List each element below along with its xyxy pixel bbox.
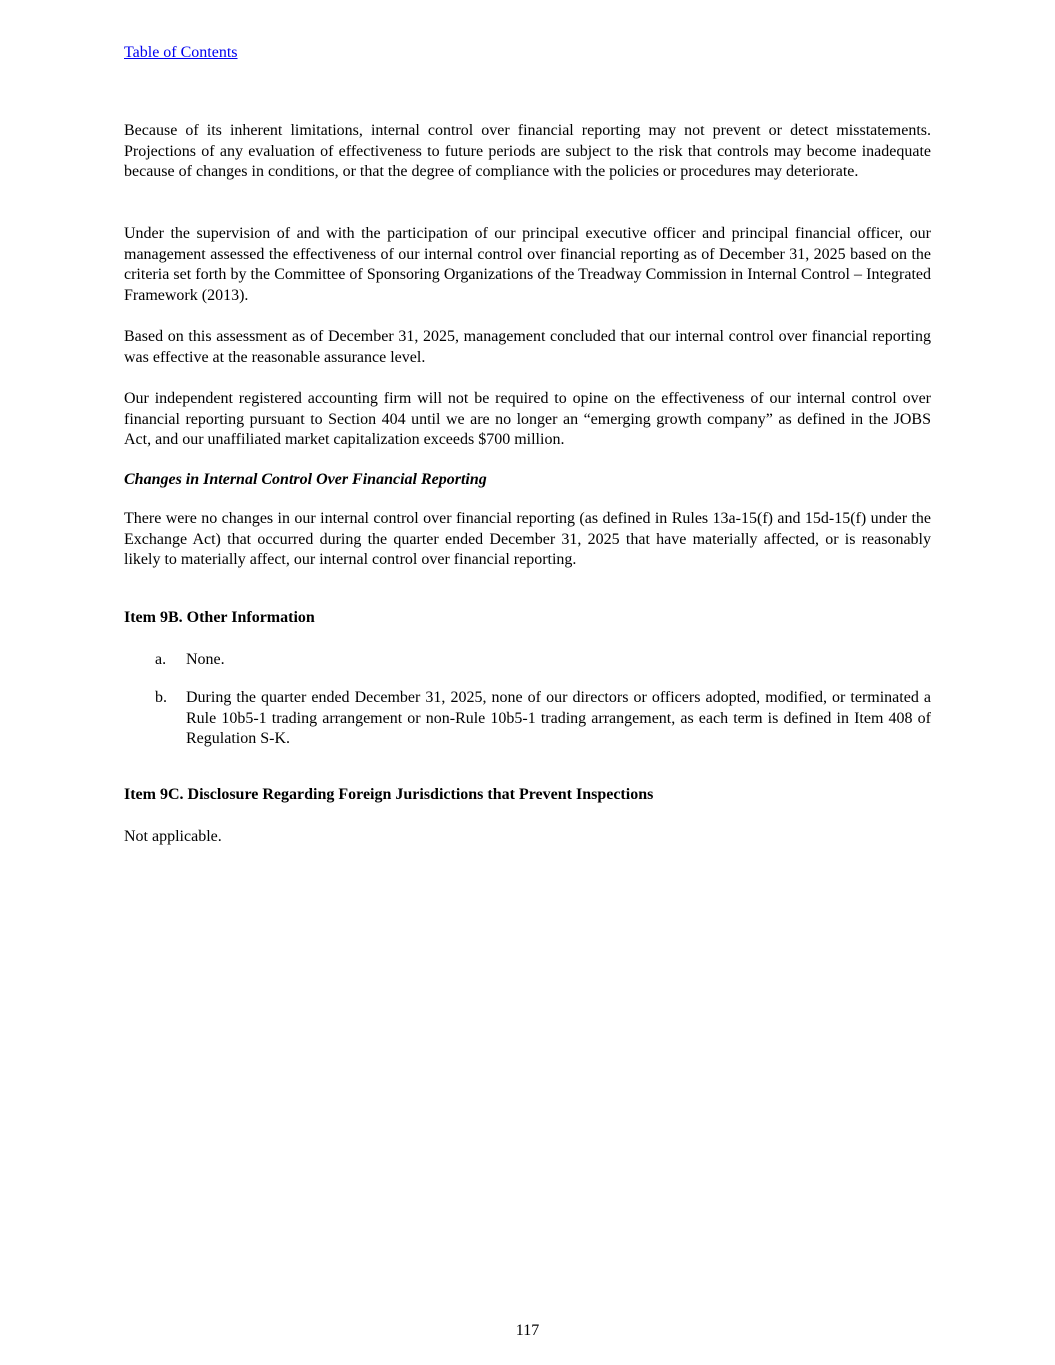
changes-paragraph: There were no changes in our internal control over financial reporting (as defined in Rules 13a-15(f) and 15d-15(f) under the Exchange Act) that occurred during the quarter ended December 31, 2025 that have materially affected, or is reasonably likely to materially affect, our internal control over financial reporting. (124, 510, 931, 569)
item-9b-heading: Item 9B. Other Information (124, 609, 315, 626)
list-item-text: During the quarter ended December 31, 2025, none of our directors or officers adopted, modified, or terminated a Rule 10b5-1 trading arrangement or non-Rule 10b5-1 trading arrangement, as each term is defined in Item 408 of Regulation S-K. (186, 689, 931, 748)
paragraph-management-assessment: Under the supervision of and with the participation of our principal executive officer and principal financial officer, our management assessed the effectiveness of our internal control over financial reporting as of December 31, 2025 based on the criteria set forth by the Committee of Sponsoring Organizations of the Treadway Commission in Internal Control – Integrated Framework (2013). (124, 225, 931, 304)
item-9c-text: Not applicable. (124, 828, 222, 845)
paragraph-inherent-limitations: Because of its inherent limitations, internal control over financial reporting may not prevent or detect misstatements. Projections of any evaluation of effectiveness to future periods are subject to the risk that controls may become inadequate because of changes in conditions, or that the degree of compliance with the policies or procedures may deteriorate. (124, 122, 931, 181)
paragraph-conclusion: Based on this assessment as of December 31, 2025, management concluded that our internal control over financial reporting was effective at the reasonable assurance level. (124, 328, 931, 366)
paragraph-auditor-attestation: Our independent registered accounting firm will not be required to opine on the effectiveness of our internal control over financial reporting pursuant to Section 404 until we are no longer an “emerging growth company” as defined in the JOBS Act, and our unaffiliated market capitalization exceeds $700 million. (124, 390, 931, 449)
list-item-text: None. (186, 651, 225, 668)
list-item (124, 688, 931, 750)
table-of-contents-link[interactable]: Table of Contents (124, 44, 238, 61)
page-number: 117 (515, 1322, 540, 1339)
list-item-label: b. (155, 689, 167, 706)
list-item-label: a. (155, 651, 167, 668)
changes-heading: Changes in Internal Control Over Financial Reporting (124, 471, 487, 488)
list-item (124, 650, 931, 671)
item-9c-heading: Item 9C. Disclosure Regarding Foreign Jurisdictions that Prevent Inspections (124, 786, 654, 803)
